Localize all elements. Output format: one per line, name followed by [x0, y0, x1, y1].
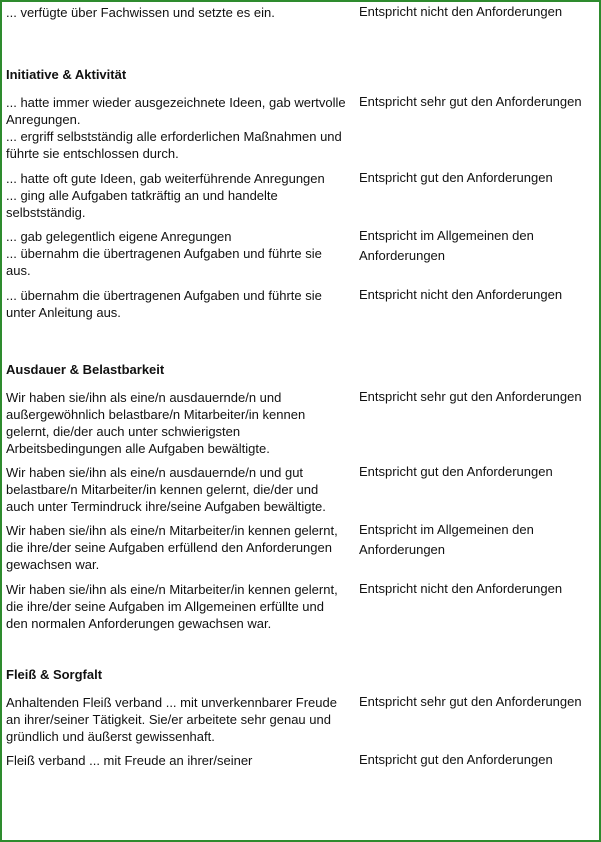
statement-line: Wir haben sie/ihn als eine/n ausdauernde/n und außergewöhnlich belastbare/n Mitarbeiter/in kennen gelernt, die/der auch unter schwierigsten Arbeitsbedingungen alle Aufgaben bewältigte. [6, 390, 306, 456]
statement-line: ... übernahm die übertragenen Aufgaben und führte sie unter Anleitung aus. [6, 288, 322, 320]
rating-cell: Entspricht gut den Anforderungen [359, 752, 553, 767]
statement-line: ... übernahm die übertragenen Aufgaben und führte sie aus. [6, 246, 322, 278]
table-row [6, 752, 596, 772]
table-row [6, 522, 596, 573]
statement-line: ... ergriff selbstständig alle erforderlichen Maßnahmen und führte sie entschlossen durch. [6, 129, 342, 161]
section-title: Ausdauer & Belastbarkeit [6, 362, 165, 377]
rating-cell: Entspricht gut den Anforderungen [359, 170, 553, 185]
statement-cell [6, 389, 359, 457]
statement-cell [6, 694, 359, 745]
statement-line: Fleiß verband ... mit Freude an ihrer/seiner [6, 753, 253, 768]
rating-cell: Entspricht sehr gut den Anforderungen [359, 389, 582, 404]
assessment-table [6, 2, 596, 772]
table-row [6, 694, 596, 745]
rating-cell: Entspricht nicht den Anforderungen [359, 4, 563, 19]
table-row [6, 464, 596, 515]
rating-cell: Entspricht nicht den Anforderungen [359, 581, 563, 596]
statement-cell [6, 170, 359, 221]
statement-cell [6, 228, 359, 279]
rating-cell: Entspricht im Allgemeinen den Anforderungen [359, 522, 534, 557]
rating-cell: Entspricht nicht den Anforderungen [359, 287, 563, 302]
statement-line: Anhaltenden Fleiß verband ... mit unverkennbarer Freude an ihrer/seiner Tätigkeit. Sie/er arbeitete sehr genau und gründlich und äußerst gewissenhaft. [6, 695, 337, 744]
statement-line: ... verfügte über Fachwissen und setzte es ein. [6, 5, 275, 20]
statement-cell [6, 94, 359, 162]
statement-cell [6, 522, 359, 573]
section-title: Initiative & Aktivität [6, 67, 127, 82]
rating-cell: Entspricht sehr gut den Anforderungen [359, 94, 582, 109]
statement-cell [6, 581, 359, 632]
statement-cell [6, 287, 359, 321]
table-row [6, 581, 596, 632]
table-row [6, 228, 596, 279]
rating-cell: Entspricht gut den Anforderungen [359, 464, 553, 479]
statement-cell [6, 4, 359, 21]
table-row [6, 94, 596, 162]
statement-line: Wir haben sie/ihn als eine/n Mitarbeiter/in kennen gelernt, die ihre/der seine Aufgaben im Allgemeinen erfüllte und den normalen Anforderungen gewachsen war. [6, 582, 338, 631]
rating-cell: Entspricht im Allgemeinen den Anforderungen [359, 228, 534, 263]
statement-line: ... ging alle Aufgaben tatkräftig an und handelte selbstständig. [6, 188, 278, 220]
statement-line: ... gab gelegentlich eigene Anregungen [6, 229, 232, 244]
statement-cell [6, 464, 359, 515]
table-row [6, 4, 596, 24]
table-row [6, 389, 596, 457]
statement-line: ... hatte immer wieder ausgezeichnete Ideen, gab wertvolle Anregungen. [6, 95, 346, 127]
table-row [6, 287, 596, 321]
section-title: Fleiß & Sorgfalt [6, 667, 103, 682]
statement-line: Wir haben sie/ihn als eine/n ausdauernde/n und gut belastbare/n Mitarbeiter/in kennen gelernt, die/der und auch unter Termindruck ihre/seine Aufgaben bewältigte. [6, 465, 326, 514]
statement-cell [6, 752, 359, 769]
rating-cell: Entspricht sehr gut den Anforderungen [359, 694, 582, 709]
statement-line: Wir haben sie/ihn als eine/n Mitarbeiter/in kennen gelernt, die ihre/der seine Aufgaben erfüllend den Anforderungen gewachsen war. [6, 523, 338, 572]
statement-line: ... hatte oft gute Ideen, gab weiterführende Anregungen [6, 171, 325, 186]
table-row [6, 170, 596, 221]
